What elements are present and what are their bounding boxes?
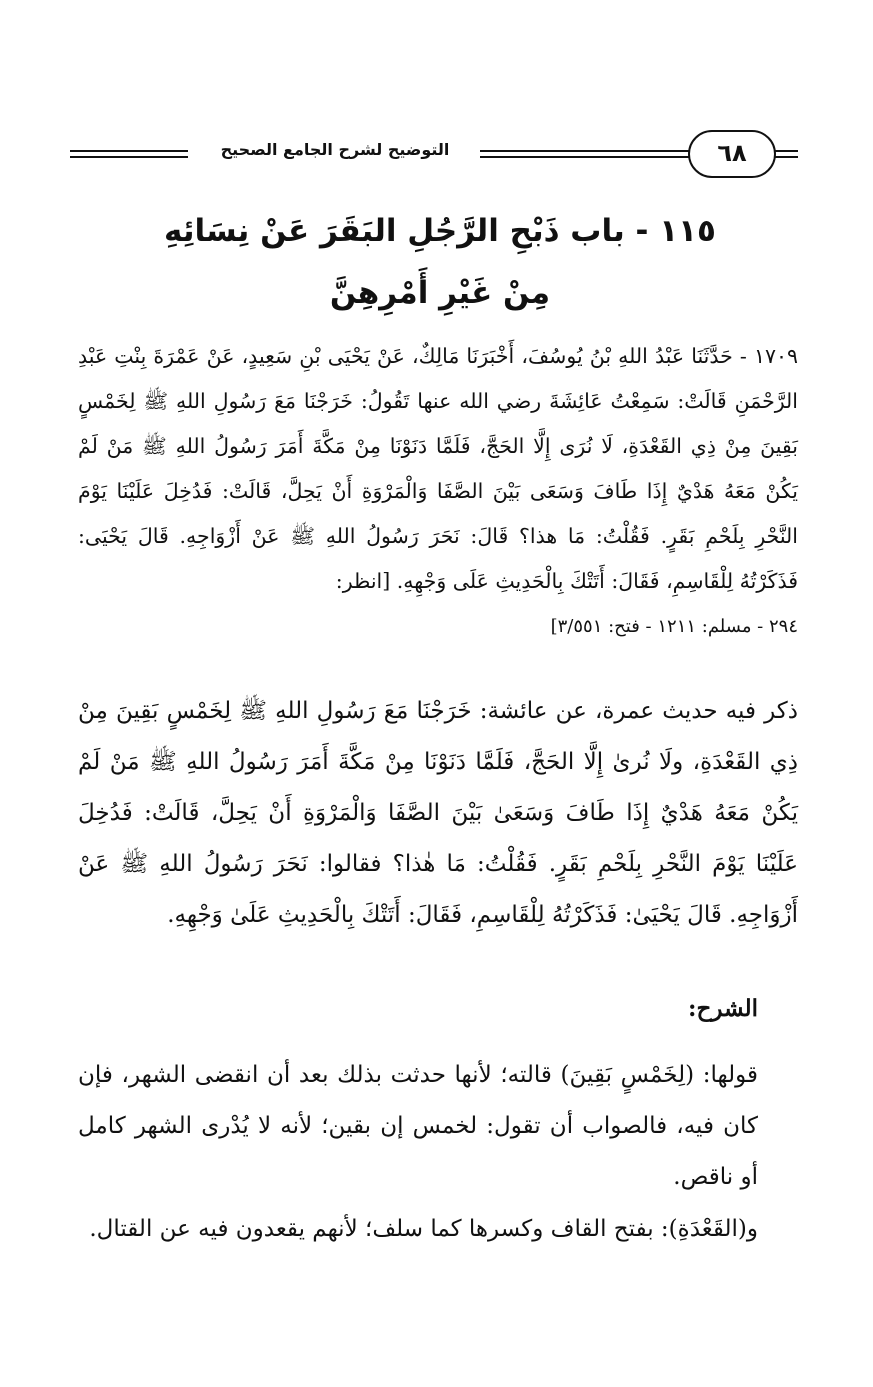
header-rule xyxy=(480,150,690,152)
sharh-paragraph: و(القَعْدَةِ): بفتح القاف وكسرها كما سلف؛ لأنهم يقعدون فيه عن القتال. xyxy=(89,1216,758,1242)
page-number: ٦٨ xyxy=(688,130,776,178)
running-header xyxy=(70,126,800,182)
chapter-title-line: ١١٥ - باب ذَبْحِ الرَّجُلِ البَقَرَ عَنْ نِسَائِهِ xyxy=(164,213,716,249)
header-rule xyxy=(774,150,798,152)
sharh-paragraph: قولها: (لِخَمْسٍ بَقِينَ) قالته؛ لأنها حدثت بذلك بعد أن انقضى الشهر، فإن كان فيه، فالصواب أن تقول: لخمس إن بقين؛ لأنه لا يُدْرى الشهر كامل أو ناقص. xyxy=(78,1062,758,1190)
hadith-reference: ٢٩٤ - مسلم: ١٢١١ - فتح: ٣/٥٥١] xyxy=(550,616,798,637)
sharh-heading: الشرح: xyxy=(688,995,758,1022)
chapter-heading xyxy=(60,200,820,324)
header-rule xyxy=(70,150,188,152)
header-rule xyxy=(774,156,798,158)
commentary-paragraph: ذكر فيه حديث عمرة، عن عائشة: خَرَجْنَا مَعَ رَسُولِ اللهِ ﷺ لِخَمْسٍ بَقِينَ مِنْ ذِي القَعْدَةِ، ولَا نُرىٰ إِلَّا الحَجَّ، فَلَمَّا دَنَوْنَا مِنْ مَكَّةَ أَمَرَ رَسُولُ اللهِ ﷺ مَنْ لَمْ يَكُنْ مَعَهُ هَدْيٌ إِذَا طَافَ وَسَعَىٰ بَيْنَ الصَّفَا وَالْمَرْوَةِ أَنْ يَحِلَّ، قَالَتْ: فَدُخِلَ عَلَيْنَا يَوْمَ النَّحْرِ بِلَحْمِ بَقَرٍ. فَقُلْتُ: مَا هٰذا؟ فقالوا: نَحَرَ رَسُولُ اللهِ ﷺ عَنْ أَزْوَاجِهِ. قَالَ يَحْيَىٰ: فَذَكَرْتُهُ لِلْقَاسِمِ، فَقَالَ: أَتَتْكَ بِالْحَدِيثِ عَلَىٰ وَجْهِهِ. xyxy=(78,698,798,928)
hadith-block xyxy=(78,334,798,649)
header-rule xyxy=(70,156,188,158)
hadith-text: ١٧٠٩ - حَدَّثَنَا عَبْدُ اللهِ بْنُ يُوسُفَ، أَخْبَرَنَا مَالِكٌ، عَنْ يَحْيَى بْنِ سَعِيدٍ، عَنْ عَمْرَةَ بِنْتِ عَبْدِ الرَّحْمَنِ قَالَتْ: سَمِعْتُ عَائِشَةَ رضي الله عنها تَقُولُ: خَرَجْنَا مَعَ رَسُولِ اللهِ ﷺ لِخَمْسٍ بَقِينَ مِنْ ذِي القَعْدَةِ، لَا نُرَى إِلَّا الحَجَّ، فَلَمَّا دَنَوْنَا مِنْ مَكَّةَ أَمَرَ رَسُولُ اللهِ ﷺ مَنْ لَمْ يَكُنْ مَعَهُ هَدْيٌ إِذَا طَافَ وَسَعَى بَيْنَ الصَّفَا وَالْمَرْوَةِ أَنْ يَحِلَّ، قَالَتْ: فَدُخِلَ عَلَيْنَا يَوْمَ النَّحْرِ بِلَحْمِ بَقَرٍ. فَقُلْتُ: مَا هذا؟ قَالَ: نَحَرَ رَسُولُ اللهِ ﷺ عَنْ أَزْوَاجِهِ. قَالَ يَحْيَى: فَذَكَرْتُهُ لِلْقَاسِمِ، فَقَالَ: أَتَتْكَ بِالْحَدِيثِ عَلَى وَجْهِهِ. [انظر: xyxy=(78,344,798,593)
chapter-title-line: مِنْ غَيْرِ أَمْرِهِنَّ xyxy=(329,275,551,311)
running-title: التوضيح لشرح الجامع الصحيح xyxy=(220,140,450,159)
header-rule xyxy=(480,156,690,158)
